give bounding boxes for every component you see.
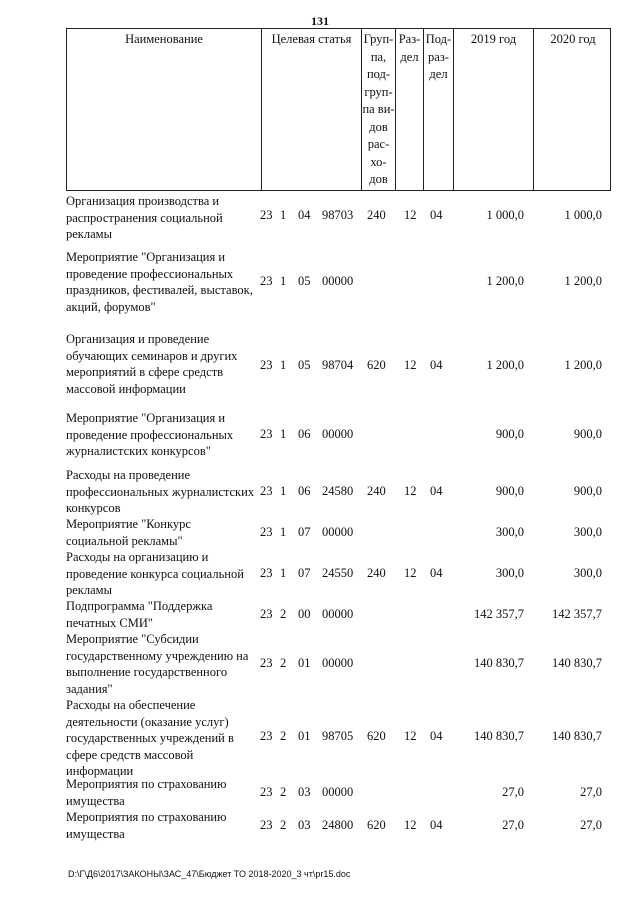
table-row	[0, 697, 640, 779]
table-row	[0, 549, 640, 599]
row-value-2020: 300,0	[573, 566, 602, 580]
row-value-2020: 1 200,0	[564, 358, 602, 372]
file-path-footer: D:\Г\Д6\2017\ЗАКОНЫ\ЗАС_47\Бюджет ТО 2018-2020_3 чт\pr15.doc	[68, 869, 351, 879]
row-code-4: 00000	[322, 607, 354, 621]
row-value-2020: 140 830,7	[552, 729, 602, 743]
row-podrazdel: 04	[430, 484, 443, 498]
row-code-2: 1	[280, 274, 287, 288]
table-row	[0, 331, 640, 397]
row-group: 240	[367, 208, 386, 222]
row-name: Расходы на проведение профессиональных журналистских конкурсов	[66, 468, 255, 515]
row-code-1: 23	[260, 358, 273, 372]
row-group: 240	[367, 566, 386, 580]
row-code-1: 23	[260, 274, 273, 288]
row-code-3: 05	[298, 358, 311, 372]
row-group: 620	[367, 818, 386, 832]
row-value-2019: 1 200,0	[486, 274, 524, 288]
page-number: 131	[311, 14, 329, 28]
row-value-2020: 140 830,7	[552, 656, 602, 670]
row-name: Мероприятия по страхованию имущества	[66, 777, 227, 808]
row-code-2: 1	[280, 427, 287, 441]
row-code-3: 07	[298, 566, 311, 580]
row-code-4: 98705	[322, 729, 354, 743]
table-row	[0, 516, 640, 550]
row-code-4: 24800	[322, 818, 354, 832]
row-value-2019: 27,0	[502, 818, 524, 832]
row-code-3: 01	[298, 656, 311, 670]
header-group-line: па ви-	[362, 102, 395, 116]
row-code-3: 04	[298, 208, 311, 222]
row-value-2019: 1 200,0	[486, 358, 524, 372]
row-name: Мероприятие "Организация и проведение профессиональных журналистских конкурсов"	[66, 411, 234, 458]
table-row	[0, 598, 640, 632]
header-group-line: дов	[369, 119, 388, 134]
row-code-2: 1	[280, 566, 287, 580]
row-code-3: 00	[298, 607, 311, 621]
table-row	[0, 809, 640, 843]
row-group: 620	[367, 358, 386, 372]
row-value-2020: 142 357,7	[552, 607, 602, 621]
table-row	[0, 410, 640, 460]
row-code-2: 1	[280, 484, 287, 498]
table-row	[0, 776, 640, 810]
row-name: Расходы на обеспечение деятельности (оказание услуг) государственных учреждений в сфере средств массовой информации	[66, 698, 234, 778]
header-group-line: хо-	[370, 154, 387, 169]
row-code-2: 1	[280, 208, 287, 222]
row-code-1: 23	[260, 607, 273, 621]
row-code-4: 24550	[322, 566, 354, 580]
row-code-3: 03	[298, 785, 311, 799]
row-name: Мероприятие "Конкурс социальной рекламы"	[66, 517, 191, 548]
header-year-2019: 2019 год	[453, 29, 533, 190]
row-code-3: 05	[298, 274, 311, 288]
row-razdel: 12	[404, 818, 417, 832]
row-code-1: 23	[260, 656, 273, 670]
row-code-2: 1	[280, 525, 287, 539]
row-name: Подпрограмма "Поддержка печатных СМИ"	[66, 599, 213, 630]
row-code-1: 23	[260, 208, 273, 222]
row-value-2020: 300,0	[573, 525, 602, 539]
row-podrazdel: 04	[430, 208, 443, 222]
row-name: Расходы на организацию и проведение конкурса социальной рекламы	[66, 550, 244, 597]
row-code-2: 2	[280, 729, 287, 743]
row-code-3: 06	[298, 484, 311, 498]
header-group-line: груп-	[364, 84, 393, 99]
header-group-line: под-	[366, 67, 391, 81]
row-code-1: 23	[260, 525, 273, 539]
row-code-4: 00000	[322, 785, 354, 799]
row-value-2019: 27,0	[502, 785, 524, 799]
row-podrazdel: 04	[430, 818, 443, 832]
row-podrazdel: 04	[430, 566, 443, 580]
row-code-3: 07	[298, 525, 311, 539]
row-code-1: 23	[260, 484, 273, 498]
row-name: Организация и проведение обучающих семинаров и других мероприятий в сфере средств массовой информации	[66, 332, 238, 396]
row-code-2: 2	[280, 785, 287, 799]
row-value-2019: 140 830,7	[474, 729, 524, 743]
table-row	[0, 249, 640, 315]
header-podrazdel-line: раз-	[428, 49, 449, 64]
header-razdel-line: Раз-	[398, 32, 421, 46]
row-code-4: 98703	[322, 208, 354, 222]
row-name: Мероприятие "Субсидии государственному учреждению на выполнение государственного задания"	[66, 632, 249, 696]
row-value-2020: 900,0	[573, 427, 602, 441]
header-group-line: Груп-	[363, 32, 394, 46]
row-code-1: 23	[260, 818, 273, 832]
header-name: Наименование	[125, 32, 203, 46]
row-code-4: 00000	[322, 427, 354, 441]
header-group-line: рас-	[367, 137, 390, 151]
row-value-2020: 27,0	[580, 785, 602, 799]
row-code-1: 23	[260, 729, 273, 743]
header-group-line: дов	[369, 172, 388, 186]
row-code-4: 98704	[322, 358, 354, 372]
row-group: 240	[367, 484, 386, 498]
row-code-4: 00000	[322, 274, 354, 288]
row-code-1: 23	[260, 785, 273, 799]
row-value-2019: 300,0	[495, 566, 524, 580]
row-razdel: 12	[404, 566, 417, 580]
table-row	[0, 631, 640, 697]
header-podrazdel-line: Под-	[425, 32, 452, 46]
row-name: Мероприятия по страхованию имущества	[66, 810, 227, 841]
row-code-3: 03	[298, 818, 311, 832]
row-podrazdel: 04	[430, 358, 443, 372]
row-code-3: 06	[298, 427, 311, 441]
header-target: Целевая статья	[261, 29, 361, 190]
header-group-line: па,	[370, 49, 387, 64]
row-razdel: 12	[404, 208, 417, 222]
header-podrazdel-line: дел	[429, 67, 448, 81]
table-row	[0, 193, 640, 243]
row-value-2019: 1 000,0	[486, 208, 524, 222]
row-razdel: 12	[404, 358, 417, 372]
row-razdel: 12	[404, 484, 417, 498]
row-name: Мероприятие "Организация и проведение профессиональных праздников, фестивалей, выставок, акций, форумов"	[66, 250, 253, 314]
row-value-2020: 1 200,0	[564, 274, 602, 288]
row-code-1: 23	[260, 566, 273, 580]
row-value-2019: 300,0	[495, 525, 524, 539]
row-podrazdel: 04	[430, 729, 443, 743]
row-name: Организация производства и распространения социальной рекламы	[66, 194, 223, 241]
row-value-2019: 140 830,7	[474, 656, 524, 670]
row-value-2019: 900,0	[495, 427, 524, 441]
row-value-2020: 27,0	[580, 818, 602, 832]
row-value-2020: 900,0	[573, 484, 602, 498]
row-code-4: 00000	[322, 656, 354, 670]
row-code-4: 00000	[322, 525, 354, 539]
row-code-2: 2	[280, 656, 287, 670]
table-row	[0, 467, 640, 517]
row-code-2: 2	[280, 818, 287, 832]
row-group: 620	[367, 729, 386, 743]
row-code-4: 24580	[322, 484, 354, 498]
row-razdel: 12	[404, 729, 417, 743]
row-code-1: 23	[260, 427, 273, 441]
row-value-2019: 142 357,7	[474, 607, 524, 621]
row-value-2019: 900,0	[495, 484, 524, 498]
row-code-3: 01	[298, 729, 311, 743]
header-year-2020: 2020 год	[533, 29, 612, 190]
row-code-2: 2	[280, 607, 287, 621]
row-code-2: 1	[280, 358, 287, 372]
header-razdel-line: дел	[400, 49, 419, 64]
row-value-2020: 1 000,0	[564, 208, 602, 222]
